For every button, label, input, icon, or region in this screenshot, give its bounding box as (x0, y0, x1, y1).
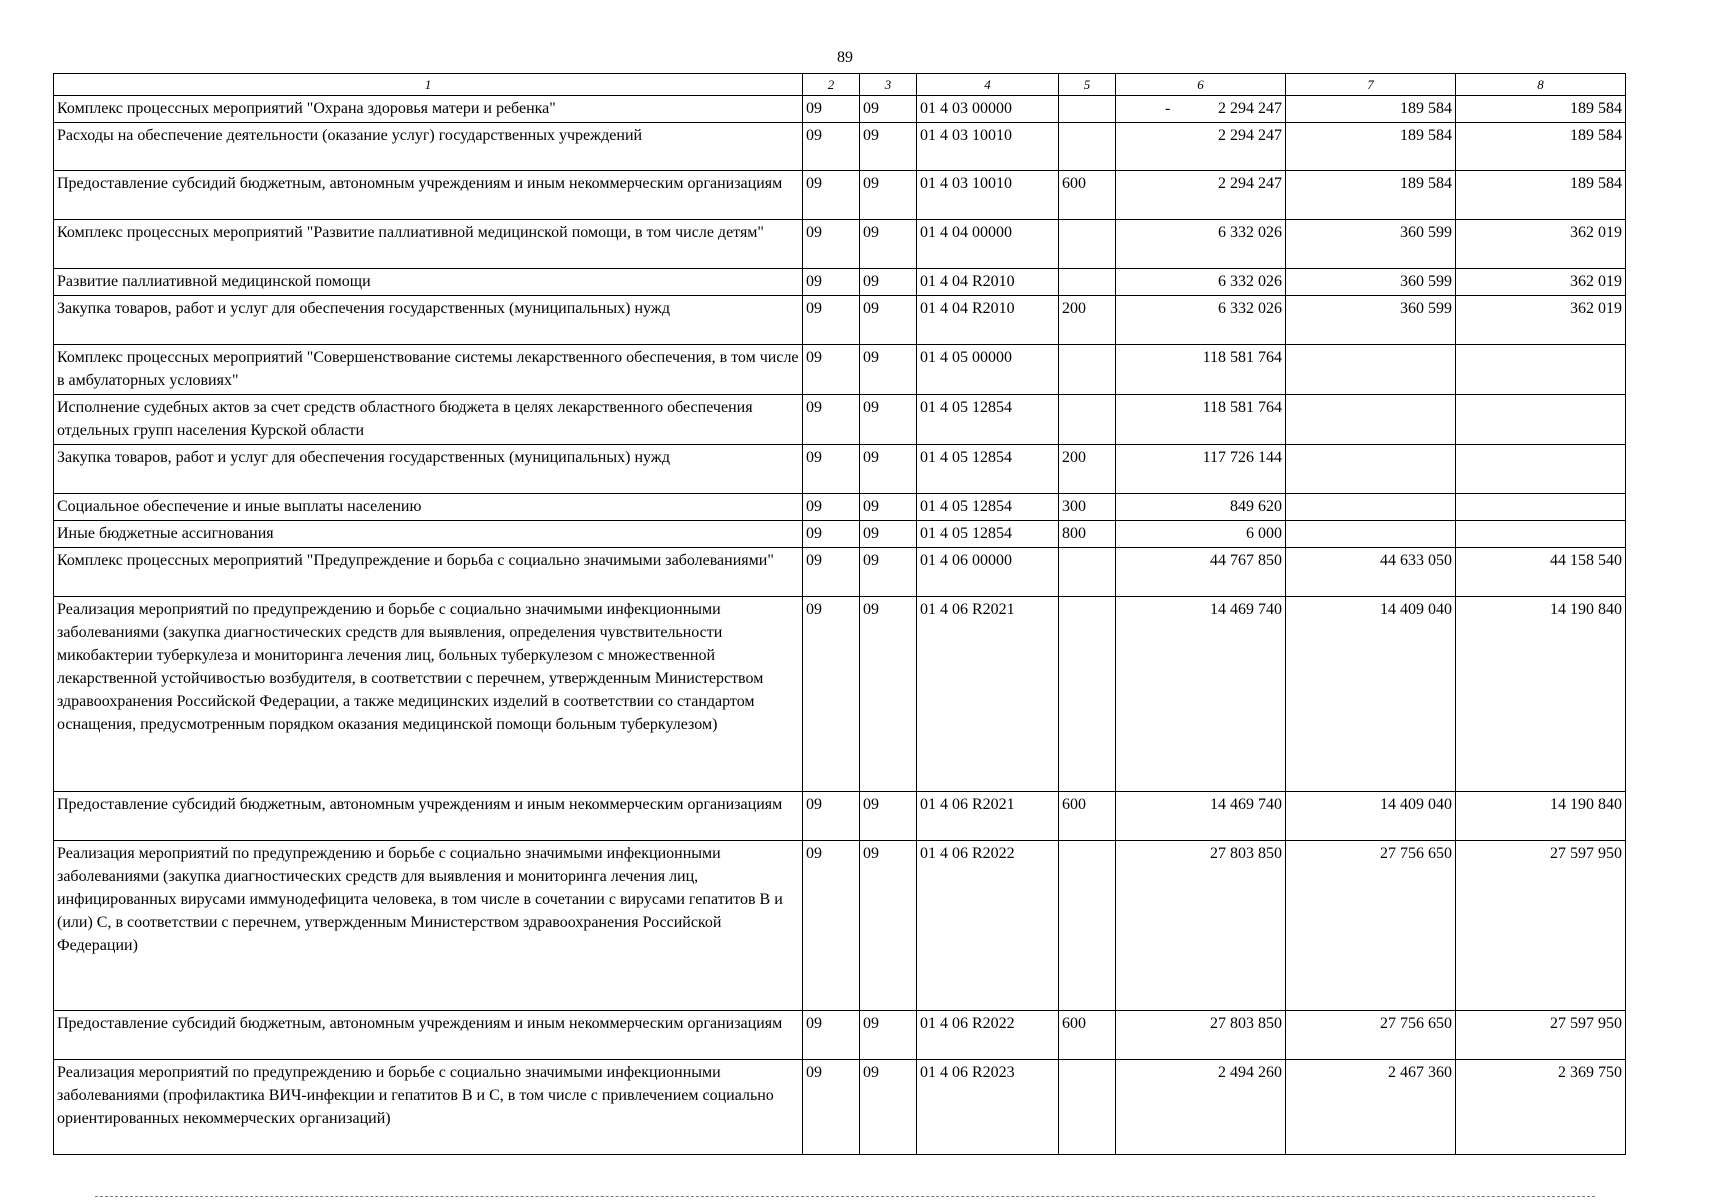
amount-col-7-cell (1286, 1060, 1456, 1155)
section-code: 09 (806, 349, 822, 366)
amount-col-8: 362 019 (1570, 273, 1622, 290)
expense-type-code-cell (1059, 841, 1116, 1011)
amount-col-7-cell (1286, 521, 1456, 548)
section-code-cell (803, 548, 860, 597)
target-article-code: 01 4 05 12854 (920, 525, 1012, 542)
section-code: 09 (806, 100, 822, 117)
amount-col-8-cell (1456, 494, 1626, 521)
subsection-code-cell (860, 494, 917, 521)
expense-type-code: 200 (1062, 300, 1086, 317)
expense-type-code-cell (1059, 521, 1116, 548)
amount-col-8-cell (1456, 1011, 1626, 1060)
target-article-code-cell (917, 494, 1059, 521)
section-code: 09 (806, 399, 822, 416)
row-description: Закупка товаров, работ и услуг для обеспечения государственных (муниципальных) нужд (57, 449, 670, 466)
amount-col-7: 27 756 650 (1380, 845, 1452, 862)
section-code-cell (803, 521, 860, 548)
amount-col-6-cell (1116, 395, 1286, 445)
table-row (54, 445, 1626, 494)
amount-col-8-cell (1456, 96, 1626, 123)
amount-col-6: 118 581 764 (1202, 399, 1282, 416)
amount-col-6-cell (1116, 841, 1286, 1011)
amount-col-6: 2 294 247 (1218, 127, 1282, 144)
target-article-code: 01 4 03 10010 (920, 127, 1012, 144)
section-code-cell (803, 171, 860, 220)
table-row (54, 597, 1626, 792)
subsection-code-cell (860, 792, 917, 841)
row-description-cell (54, 792, 803, 841)
subsection-code-cell (860, 395, 917, 445)
table-row (54, 1011, 1626, 1060)
row-description-cell (54, 597, 803, 792)
subsection-code-cell (860, 1060, 917, 1155)
row-description-cell (54, 269, 803, 296)
amount-col-7-cell (1286, 548, 1456, 597)
amount-col-7: 2 467 360 (1388, 1064, 1452, 1081)
target-article-code: 01 4 06 R2022 (920, 845, 1015, 862)
row-description-cell (54, 521, 803, 548)
section-code: 09 (806, 300, 822, 317)
row-description: Комплекс процессных мероприятий "Развитие паллиативной медицинской помощи, в том числе детям" (57, 224, 764, 241)
expense-type-code-cell (1059, 269, 1116, 296)
amount-col-6: 2 294 247 (1218, 100, 1282, 117)
expense-type-code-cell (1059, 597, 1116, 792)
row-description-cell (54, 123, 803, 171)
table-row (54, 96, 1626, 123)
section-code: 09 (806, 1015, 822, 1032)
row-description: Предоставление субсидий бюджетным, автономным учреждениям и иным некоммерческим организациям (57, 796, 783, 813)
target-article-code-cell (917, 171, 1059, 220)
amount-col-6: 117 726 144 (1202, 449, 1282, 466)
column-number: 7 (1286, 74, 1456, 96)
amount-col-6: 6 000 (1246, 525, 1282, 542)
subsection-code: 09 (863, 224, 879, 241)
amount-col-6-cell (1116, 1060, 1286, 1155)
target-article-code-cell (917, 220, 1059, 269)
section-code-cell (803, 123, 860, 171)
section-code-cell (803, 597, 860, 792)
target-article-code-cell (917, 792, 1059, 841)
target-article-code-cell (917, 521, 1059, 548)
subsection-code-cell (860, 296, 917, 345)
amount-col-7-cell (1286, 220, 1456, 269)
row-description: Реализация мероприятий по предупреждению и борьбе с социально значимыми инфекционными заболеваниями (профилактика ВИЧ-инфекции и гепатитов B и C, в том числе с привлечением социально ориентированных некоммерческих организаций) (57, 1064, 774, 1127)
target-article-code: 01 4 05 00000 (920, 349, 1012, 366)
subsection-code-cell (860, 220, 917, 269)
budget-table (53, 73, 1626, 1155)
subsection-code-cell (860, 96, 917, 123)
amount-col-7-cell (1286, 345, 1456, 395)
amount-col-7: 44 633 050 (1380, 552, 1452, 569)
target-article-code-cell (917, 1060, 1059, 1155)
amount-col-6-cell (1116, 171, 1286, 220)
target-article-code-cell (917, 96, 1059, 123)
amount-col-6-cell (1116, 792, 1286, 841)
section-code: 09 (806, 601, 822, 618)
amount-col-7-cell (1286, 445, 1456, 494)
subsection-code: 09 (863, 796, 879, 813)
amount-col-6-cell (1116, 220, 1286, 269)
amount-col-7-cell (1286, 841, 1456, 1011)
amount-col-8-cell (1456, 296, 1626, 345)
target-article-code: 01 4 04 00000 (920, 224, 1012, 241)
column-number: 8 (1456, 74, 1626, 96)
amount-col-8-cell (1456, 548, 1626, 597)
amount-col-7: 14 409 040 (1380, 796, 1452, 813)
column-number: 5 (1059, 74, 1116, 96)
amount-col-6-cell (1116, 494, 1286, 521)
expense-type-code-cell (1059, 1060, 1116, 1155)
row-description: Предоставление субсидий бюджетным, автономным учреждениям и иным некоммерческим организациям (57, 175, 783, 192)
subsection-code: 09 (863, 175, 879, 192)
amount-col-8-cell (1456, 123, 1626, 171)
amount-col-8: 2 369 750 (1558, 1064, 1622, 1081)
amount-col-6: 44 767 850 (1210, 552, 1282, 569)
target-article-code: 01 4 03 10010 (920, 175, 1012, 192)
amount-col-6: 2 294 247 (1218, 175, 1282, 192)
amount-col-7: 189 584 (1400, 100, 1452, 117)
target-article-code-cell (917, 841, 1059, 1011)
amount-col-6: 14 469 740 (1210, 601, 1282, 618)
target-article-code-cell (917, 1011, 1059, 1060)
subsection-code-cell (860, 345, 917, 395)
amount-col-6: 14 469 740 (1210, 796, 1282, 813)
row-description: Комплекс процессных мероприятий "Охрана здоровья матери и ребенка" (57, 100, 556, 117)
amount-col-7: 360 599 (1400, 224, 1452, 241)
table-row (54, 171, 1626, 220)
amount-col-8: 362 019 (1570, 300, 1622, 317)
target-article-code-cell (917, 123, 1059, 171)
amount-col-6-cell (1116, 1011, 1286, 1060)
target-article-code: 01 4 05 12854 (920, 399, 1012, 416)
amount-col-8-cell (1456, 171, 1626, 220)
expense-type-code-cell (1059, 171, 1116, 220)
expense-type-code-cell (1059, 445, 1116, 494)
amount-col-6: 849 620 (1230, 498, 1282, 515)
row-description-cell (54, 345, 803, 395)
table-row (54, 395, 1626, 445)
subsection-code-cell (860, 521, 917, 548)
target-article-code: 01 4 05 12854 (920, 498, 1012, 515)
table-row (54, 792, 1626, 841)
amount-col-7-cell (1286, 395, 1456, 445)
row-description-cell (54, 1011, 803, 1060)
target-article-code: 01 4 06 R2021 (920, 796, 1015, 813)
amount-col-6-cell (1116, 269, 1286, 296)
row-description: Развитие паллиативной медицинской помощи (57, 273, 371, 290)
expense-type-code-cell (1059, 1011, 1116, 1060)
subsection-code: 09 (863, 552, 879, 569)
amount-col-7-cell (1286, 597, 1456, 792)
section-code-cell (803, 1011, 860, 1060)
row-description-cell (54, 1060, 803, 1155)
subsection-code: 09 (863, 845, 879, 862)
target-article-code: 01 4 03 00000 (920, 100, 1012, 117)
expense-type-code: 600 (1062, 796, 1086, 813)
target-article-code: 01 4 06 R2022 (920, 1015, 1015, 1032)
section-code: 09 (806, 273, 822, 290)
amount-col-7-cell (1286, 296, 1456, 345)
subsection-code: 09 (863, 1015, 879, 1032)
target-article-code: 01 4 04 R2010 (920, 273, 1015, 290)
section-code: 09 (806, 845, 822, 862)
row-description: Расходы на обеспечение деятельности (оказание услуг) государственных учреждений (57, 127, 643, 144)
amount-col-6: 2 494 260 (1218, 1064, 1282, 1081)
row-description-cell (54, 494, 803, 521)
section-code-cell (803, 96, 860, 123)
row-description-cell (54, 445, 803, 494)
amount-col-7-cell (1286, 792, 1456, 841)
column-number: 6 (1116, 74, 1286, 96)
row-description: Предоставление субсидий бюджетным, автономным учреждениям и иным некоммерческим организациям (57, 1015, 783, 1032)
target-article-code: 01 4 04 R2010 (920, 300, 1015, 317)
amount-col-8: 362 019 (1570, 224, 1622, 241)
amount-col-6-cell (1116, 445, 1286, 494)
amount-col-8: 189 584 (1570, 127, 1622, 144)
column-number: 2 (803, 74, 860, 96)
amount-col-8: 44 158 540 (1550, 552, 1622, 569)
amount-col-7-cell (1286, 1011, 1456, 1060)
subsection-code-cell (860, 841, 917, 1011)
column-number-row (54, 74, 1626, 96)
amount-col-6: 118 581 764 (1202, 349, 1282, 366)
row-description: Закупка товаров, работ и услуг для обеспечения государственных (муниципальных) нужд (57, 300, 670, 317)
amount-col-6-cell (1116, 96, 1286, 123)
amount-col-8: 14 190 840 (1550, 601, 1622, 618)
amount-col-8-cell (1456, 269, 1626, 296)
amount-col-6-cell (1116, 548, 1286, 597)
section-code: 09 (806, 127, 822, 144)
row-description: Комплекс процессных мероприятий "Совершенствование системы лекарственного обеспечения, в том числе в амбулаторных условиях" (57, 349, 799, 389)
subsection-code: 09 (863, 1064, 879, 1081)
amount-col-6-cell (1116, 521, 1286, 548)
target-article-code-cell (917, 548, 1059, 597)
row-description-cell (54, 395, 803, 445)
table-row (54, 521, 1626, 548)
section-code-cell (803, 220, 860, 269)
section-code: 09 (806, 224, 822, 241)
subsection-code-cell (860, 445, 917, 494)
target-article-code: 01 4 06 R2023 (920, 1064, 1015, 1081)
section-code-cell (803, 841, 860, 1011)
subsection-code: 09 (863, 300, 879, 317)
section-code: 09 (806, 498, 822, 515)
amount-col-8: 27 597 950 (1550, 1015, 1622, 1032)
section-code-cell (803, 296, 860, 345)
target-article-code-cell (917, 395, 1059, 445)
section-code-cell (803, 395, 860, 445)
amount-col-8-cell (1456, 345, 1626, 395)
amount-col-6: 27 803 850 (1210, 1015, 1282, 1032)
amount-col-6-cell (1116, 597, 1286, 792)
section-code: 09 (806, 796, 822, 813)
amount-col-8: 189 584 (1570, 175, 1622, 192)
row-description-cell (54, 841, 803, 1011)
amount-col-7-cell (1286, 494, 1456, 521)
expense-type-code-cell (1059, 494, 1116, 521)
subsection-code: 09 (863, 601, 879, 618)
table-row (54, 123, 1626, 171)
row-description-cell (54, 296, 803, 345)
subsection-code-cell (860, 171, 917, 220)
section-code-cell (803, 269, 860, 296)
section-code-cell (803, 494, 860, 521)
table-row (54, 296, 1626, 345)
amount-col-7: 189 584 (1400, 127, 1452, 144)
amount-col-7: 360 599 (1400, 273, 1452, 290)
amount-col-8: 27 597 950 (1550, 845, 1622, 862)
target-article-code-cell (917, 269, 1059, 296)
expense-type-code-cell (1059, 792, 1116, 841)
section-code: 09 (806, 449, 822, 466)
amount-col-8-cell (1456, 445, 1626, 494)
amount-col-8-cell (1456, 220, 1626, 269)
amount-col-7-cell (1286, 123, 1456, 171)
target-article-code-cell (917, 445, 1059, 494)
expense-type-code: 800 (1062, 525, 1086, 542)
subsection-code-cell (860, 123, 917, 171)
section-code: 09 (806, 552, 822, 569)
row-description: Иные бюджетные ассигнования (57, 525, 274, 542)
table-row (54, 548, 1626, 597)
subsection-code: 09 (863, 127, 879, 144)
dash-mark: - (1165, 100, 1171, 117)
target-article-code: 01 4 05 12854 (920, 449, 1012, 466)
amount-col-7-cell (1286, 269, 1456, 296)
page-number: 89 (837, 49, 853, 66)
expense-type-code: 300 (1062, 498, 1086, 515)
amount-col-6-cell (1116, 345, 1286, 395)
amount-col-8-cell (1456, 841, 1626, 1011)
amount-col-7: 360 599 (1400, 300, 1452, 317)
amount-col-6: 6 332 026 (1218, 224, 1282, 241)
row-description: Реализация мероприятий по предупреждению и борьбе с социально значимыми инфекционными заболеваниями (закупка диагностических средств для выявления и мониторинга лечения лиц, инфицированных вирусами иммунодефицита человека, в том числе в сочетании с вирусами гепатитов B и (или) C, в соответствии с перечнем, утвержденным Министерством здравоохранения Российской Федерации) (57, 845, 783, 954)
target-article-code-cell (917, 296, 1059, 345)
target-article-code: 01 4 06 00000 (920, 552, 1012, 569)
table-row (54, 1060, 1626, 1155)
row-description-cell (54, 96, 803, 123)
amount-col-6: 6 332 026 (1218, 300, 1282, 317)
row-description: Реализация мероприятий по предупреждению и борьбе с социально значимыми инфекционными заболеваниями (закупка диагностических средств для выявления, определения чувствительности микобактерии туберкулеза и мониторинга лечения лиц, больных туберкулезом с множественной лекарственной устойчивостью возбудителя, в соответствии с перечнем, утвержденным Министерством здравоохранения Российской Федерации, а также медицинских изделий в соответствии со стандартом оснащения, предусмотренным порядком оказания медицинской помощи больным туберкулезом) (57, 601, 764, 733)
row-description: Комплекс процессных мероприятий "Предупреждение и борьба с социально значимыми заболеваниями" (57, 552, 774, 569)
target-article-code: 01 4 06 R2021 (920, 601, 1015, 618)
table-row (54, 269, 1626, 296)
amount-col-7: 14 409 040 (1380, 601, 1452, 618)
amount-col-7: 189 584 (1400, 175, 1452, 192)
section-code-cell (803, 1060, 860, 1155)
column-number: 3 (860, 74, 917, 96)
subsection-code-cell (860, 548, 917, 597)
row-description-cell (54, 220, 803, 269)
amount-col-8-cell (1456, 597, 1626, 792)
section-code-cell (803, 345, 860, 395)
subsection-code: 09 (863, 498, 879, 515)
expense-type-code-cell (1059, 96, 1116, 123)
expense-type-code-cell (1059, 395, 1116, 445)
amount-col-8: 189 584 (1570, 100, 1622, 117)
amount-col-6: 6 332 026 (1218, 273, 1282, 290)
table-row (54, 841, 1626, 1011)
subsection-code-cell (860, 1011, 917, 1060)
row-description: Исполнение судебных актов за счет средств областного бюджета в целях лекарственного обеспечения отдельных групп населения Курской области (57, 399, 753, 439)
section-code: 09 (806, 525, 822, 542)
amount-col-8-cell (1456, 792, 1626, 841)
amount-col-6-cell (1116, 123, 1286, 171)
amount-col-7: 27 756 650 (1380, 1015, 1452, 1032)
row-description: Социальное обеспечение и иные выплаты населению (57, 498, 422, 515)
footer-rule (95, 1196, 1595, 1197)
expense-type-code: 600 (1062, 1015, 1086, 1032)
expense-type-code-cell (1059, 220, 1116, 269)
subsection-code: 09 (863, 449, 879, 466)
subsection-code: 09 (863, 100, 879, 117)
subsection-code: 09 (863, 349, 879, 366)
table-row (54, 494, 1626, 521)
subsection-code: 09 (863, 399, 879, 416)
subsection-code: 09 (863, 273, 879, 290)
amount-col-8: 14 190 840 (1550, 796, 1622, 813)
expense-type-code-cell (1059, 548, 1116, 597)
subsection-code-cell (860, 597, 917, 792)
row-description-cell (54, 548, 803, 597)
expense-type-code-cell (1059, 296, 1116, 345)
subsection-code: 09 (863, 525, 879, 542)
amount-col-7-cell (1286, 96, 1456, 123)
expense-type-code-cell (1059, 345, 1116, 395)
expense-type-code-cell (1059, 123, 1116, 171)
section-code-cell (803, 792, 860, 841)
table-row (54, 220, 1626, 269)
subsection-code-cell (860, 269, 917, 296)
amount-col-8-cell (1456, 1060, 1626, 1155)
table-row (54, 345, 1626, 395)
expense-type-code: 200 (1062, 449, 1086, 466)
amount-col-7-cell (1286, 171, 1456, 220)
amount-col-6: 27 803 850 (1210, 845, 1282, 862)
section-code-cell (803, 445, 860, 494)
target-article-code-cell (917, 345, 1059, 395)
column-number: 4 (917, 74, 1059, 96)
amount-col-8-cell (1456, 395, 1626, 445)
section-code: 09 (806, 175, 822, 192)
target-article-code-cell (917, 597, 1059, 792)
row-description-cell (54, 171, 803, 220)
amount-col-6-cell (1116, 296, 1286, 345)
expense-type-code: 600 (1062, 175, 1086, 192)
amount-col-8-cell (1456, 521, 1626, 548)
column-number: 1 (54, 74, 803, 96)
section-code: 09 (806, 1064, 822, 1081)
